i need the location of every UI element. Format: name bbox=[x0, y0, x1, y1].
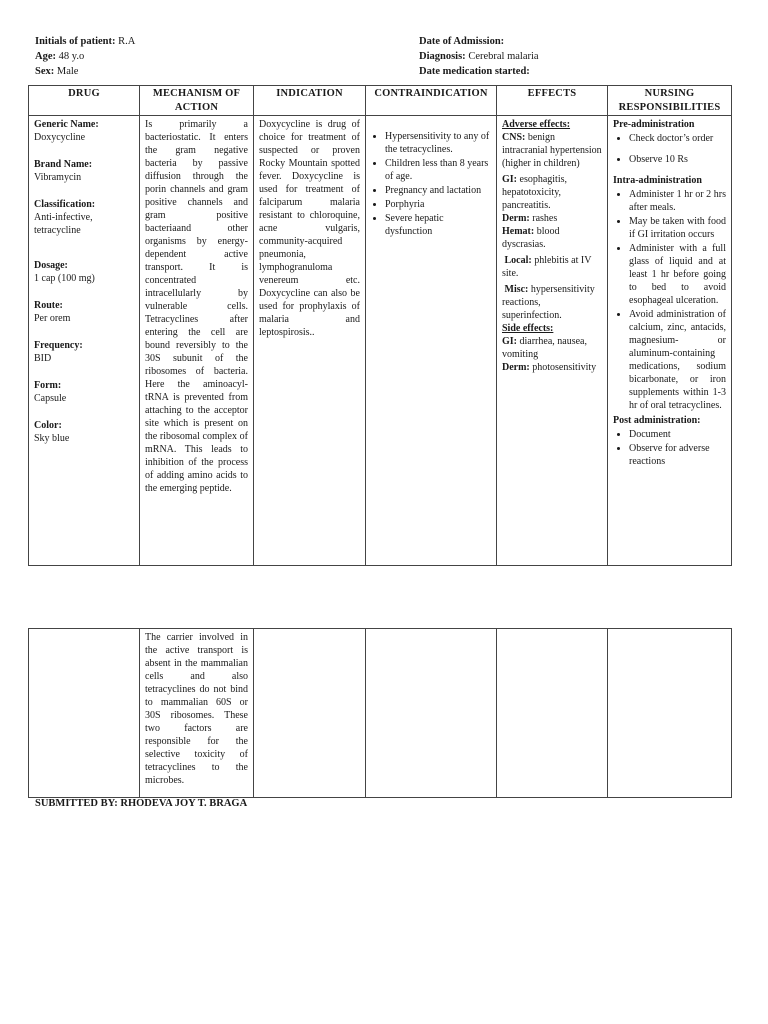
side-effects-heading: Side effects: bbox=[502, 323, 554, 335]
drug-cell-continued bbox=[29, 629, 140, 798]
initials-value: R.A bbox=[115, 36, 136, 47]
sex-value: Male bbox=[54, 66, 79, 77]
table-row bbox=[29, 116, 732, 566]
gi-value: esophagitis, hepatotoxicity, pancreatitis. bbox=[502, 174, 567, 212]
nursing-cell-continued bbox=[608, 629, 732, 798]
list-item: • Check doctor’s order bbox=[629, 132, 726, 145]
derm-value: rashes bbox=[529, 213, 558, 225]
gi-label: GI: bbox=[502, 174, 517, 186]
derm-label: Derm: bbox=[502, 213, 530, 225]
mechanism-cell-continued: The carrier involved in the active transport is absent in the mammalian cells and also tetracyclines do not bind to mammalian 60S or 30S ribosomes. These two factors are responsible for the selective toxicity of tetracyclines to the microbes. bbox=[140, 629, 254, 798]
cns-value: benign intracranial hypertension (higher in children) bbox=[502, 132, 602, 170]
table-header-row bbox=[29, 86, 732, 116]
column-header-nursing: NURSING RESPONSIBILITIES bbox=[608, 86, 732, 116]
nursing-cell bbox=[608, 116, 732, 566]
drug-study-table bbox=[28, 85, 732, 566]
intra-administration-list bbox=[613, 188, 726, 412]
pre-administration-list bbox=[613, 132, 726, 166]
list-item: • Hypersensitivity to any of the tetracyclines. bbox=[385, 130, 491, 156]
column-header-contraindication: CONTRAINDICATION bbox=[366, 86, 497, 116]
pre-administration-heading: Pre-administration bbox=[613, 119, 695, 131]
indication-cell: Doxycycline is drug of choice for treatment of suspected or proven Rocky Mountain spotted fever. Doxycycline is used for treatment of falciparum malaria resistant to chloroquine, acne vulgaris, community-acquired pneumonia, lymphogranuloma venereum etc. Doxycycline can also be used for prophylaxis of malaria and leptospirosis.. bbox=[254, 116, 366, 566]
post-administration-heading: Post administration: bbox=[613, 415, 701, 427]
side-gi-label: GI: bbox=[502, 336, 517, 348]
form-value: Capsule bbox=[34, 393, 67, 405]
dosage-value: 1 cap (100 mg) bbox=[34, 273, 95, 285]
generic-name-label: Generic Name: bbox=[34, 119, 99, 131]
column-header-indication: INDICATION bbox=[254, 86, 366, 116]
list-item: • Observe 10 Rs bbox=[629, 153, 726, 166]
color-label: Color: bbox=[34, 420, 62, 432]
generic-name-value: Doxycycline bbox=[34, 132, 86, 144]
drug-cell bbox=[29, 116, 140, 566]
column-header-drug: DRUG bbox=[29, 86, 140, 116]
contraindication-cell-continued bbox=[366, 629, 497, 798]
admission-label: Date of Admission: bbox=[419, 36, 505, 47]
hemat-value: blood dyscrasias. bbox=[502, 226, 560, 251]
initials-label: Initials of patient: bbox=[35, 36, 116, 47]
indication-cell-continued bbox=[254, 629, 366, 798]
contraindication-list bbox=[371, 130, 491, 238]
intra-administration-heading: Intra-administration bbox=[613, 175, 702, 187]
patient-info bbox=[35, 34, 135, 79]
diagnosis-label: Diagnosis: bbox=[419, 51, 466, 62]
route-label: Route: bbox=[34, 300, 63, 312]
list-item: • Pregnancy and lactation bbox=[385, 184, 491, 197]
classification-label: Classification: bbox=[34, 199, 96, 211]
hemat-label: Hemat: bbox=[502, 226, 535, 238]
column-header-effects: EFFECTS bbox=[497, 86, 608, 116]
contraindication-cell bbox=[366, 116, 497, 566]
frequency-value: BID bbox=[34, 353, 52, 365]
side-derm-label: Derm: bbox=[502, 362, 530, 374]
column-header-mechanism: MECHANISM OF ACTION bbox=[140, 86, 254, 116]
brand-name-value: Vibramycin bbox=[34, 172, 82, 184]
table-row bbox=[29, 629, 732, 798]
effects-cell bbox=[497, 116, 608, 566]
frequency-label: Frequency: bbox=[34, 340, 83, 352]
list-item: • Severe hepatic dysfunction bbox=[385, 212, 491, 238]
age-value: 48 y.o bbox=[56, 51, 85, 62]
brand-name-label: Brand Name: bbox=[34, 159, 93, 171]
list-item: • Administer 1 hr or 2 hrs after meals. bbox=[629, 188, 726, 214]
side-derm-value: photosensitivity bbox=[529, 362, 597, 374]
post-administration-list bbox=[613, 428, 726, 468]
dosage-label: Dosage: bbox=[34, 260, 68, 272]
misc-value: hypersensitivity reactions, superinfection. bbox=[502, 284, 595, 322]
list-item: • Observe for adverse reactions bbox=[629, 442, 726, 468]
mechanism-cell: Is primarily a bacteriostatic. It enters the gram negative bacteria by passive diffusion through the porin channels and gram positive channels and gram positive bacteriaand other organisms by energy-dependent active transport. It is concentrated intracellularly by vulnerable cells. Tetracyclines after entering the cell are bound reversibly to the 30S subunit of the ribosomes of bacteria. Here the aminoacyl-tRNA is prevented from attaching to the acceptor site which is present on the ribosomal complex of mRNA. This leads to inhibition of the process of adding amino acids to the emerging peptide. bbox=[140, 116, 254, 566]
submitted-by: SUBMITTED BY: RHODEVA JOY T. BRAGA bbox=[35, 798, 248, 809]
age-label: Age: bbox=[35, 51, 56, 62]
local-value: phlebitis at IV site. bbox=[502, 255, 592, 280]
sex-label: Sex: bbox=[35, 66, 55, 77]
adverse-effects-heading: Adverse effects: bbox=[502, 119, 571, 131]
drug-study-table-continued bbox=[28, 628, 732, 798]
effects-cell-continued bbox=[497, 629, 608, 798]
diagnosis-value: Cerebral malaria bbox=[465, 51, 539, 62]
cns-label: CNS: bbox=[502, 132, 526, 144]
side-gi-value: diarrhea, nausea, vomiting bbox=[502, 336, 587, 361]
med-started-label: Date medication started: bbox=[419, 66, 530, 77]
list-item: • Administer with a full glass of liquid and at least 1 hr before going to bed to avoid esophageal ulceration. bbox=[629, 242, 726, 307]
misc-label: Misc: bbox=[504, 284, 529, 296]
list-item: • Porphyria bbox=[385, 198, 491, 211]
list-item: • Document bbox=[629, 428, 726, 441]
classification-value: Anti-infective, tetracycline bbox=[34, 212, 93, 237]
route-value: Per orem bbox=[34, 313, 71, 325]
list-item: • Avoid administration of calcium, zinc, antacids, magnesium- or aluminum-containing medications, sodium bicarbonate, or iron supplements within 1-3 hr of oral tetracyclines. bbox=[629, 308, 726, 412]
list-item: • May be taken with food if GI irritation occurs bbox=[629, 215, 726, 241]
color-value: Sky blue bbox=[34, 433, 70, 445]
list-item: • Children less than 8 years of age. bbox=[385, 157, 491, 183]
local-label: Local: bbox=[504, 255, 532, 267]
admission-info bbox=[419, 34, 539, 79]
form-label: Form: bbox=[34, 380, 62, 392]
